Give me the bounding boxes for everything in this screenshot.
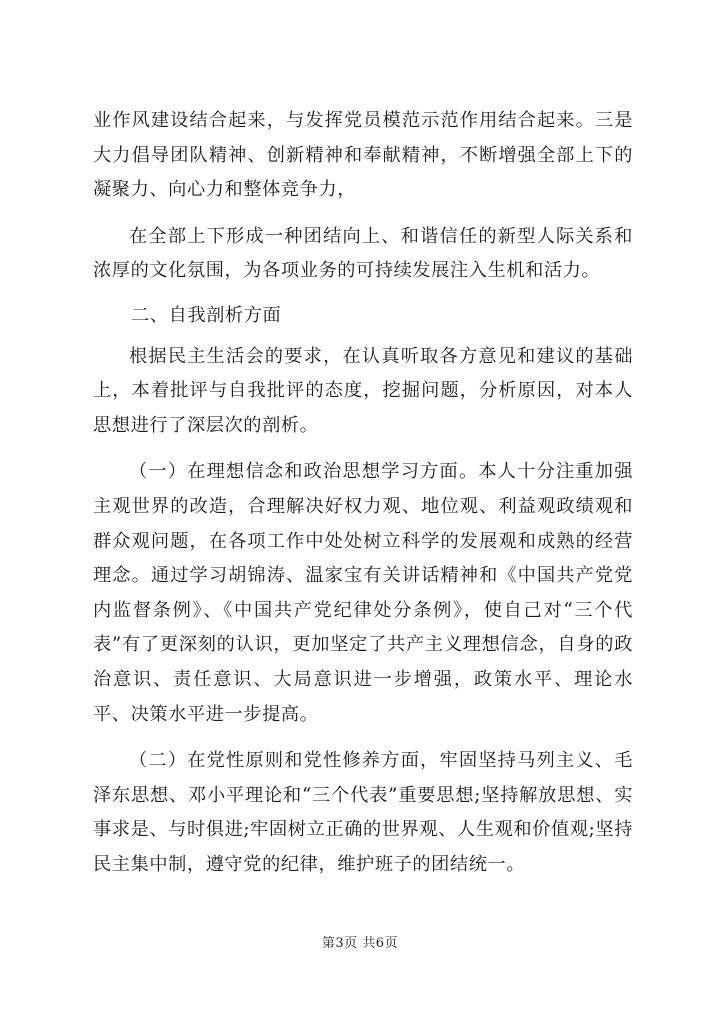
paragraph-self-analysis-intro: 根据民主生活会的要求，在认真听取各方意见和建议的基础上，本着批评与自我批评的态度，挖掘问题，分析原因，对本人思想进行了深层次的剖析。: [93, 345, 633, 436]
page-footer: 第3页 共6页: [321, 936, 399, 951]
paragraph-atmosphere: 在全部上下形成一种团结向上、和谐信任的新型人际关系和浓厚的文化氛围，为各项业务的可持续发展注入生机和活力。: [93, 225, 633, 282]
paragraph-ideals-beliefs: （一）在理想信念和政治思想学习方面。本人十分注重加强主观世界的改造，合理解决好权力观、地位观、利益观政绩观和群众观问题，在各项工作中处处树立科学的发展观和成熟的经营理念。通过学习胡锦涛、温家宝有关讲话精神和《中国共产党党内监督条例》、《中国共产党纪律处分条例》，使自己对“三个代表”有了更深刻的认识，更加坚定了共产主义理想信念，自身的政治意识、责任意识、大局意识进一步增强，政策水平、理论水平、决策水平进一步提高。: [93, 461, 633, 725]
section-heading: 二、自我剖析方面: [131, 304, 282, 326]
paragraph-continued: 业作风建设结合起来，与发挥党员模范示范作用结合起来。三是大力倡导团队精神、创新精神和奉献精神，不断增强全部上下的凝聚力、向心力和整体竞争力，: [93, 110, 633, 201]
paragraph-party-principles: （二）在党性原则和党性修养方面，牢固坚持马列主义、毛泽东思想、邓小平理论和“三个代表”重要思想;坚持解放思想、实事求是、与时俱进;牢固树立正确的世界观、人生观和价值观;坚持民主集中制，遵守党的纪律，维护班子的团结统一。: [93, 750, 633, 875]
document-body: [93, 104, 633, 882]
